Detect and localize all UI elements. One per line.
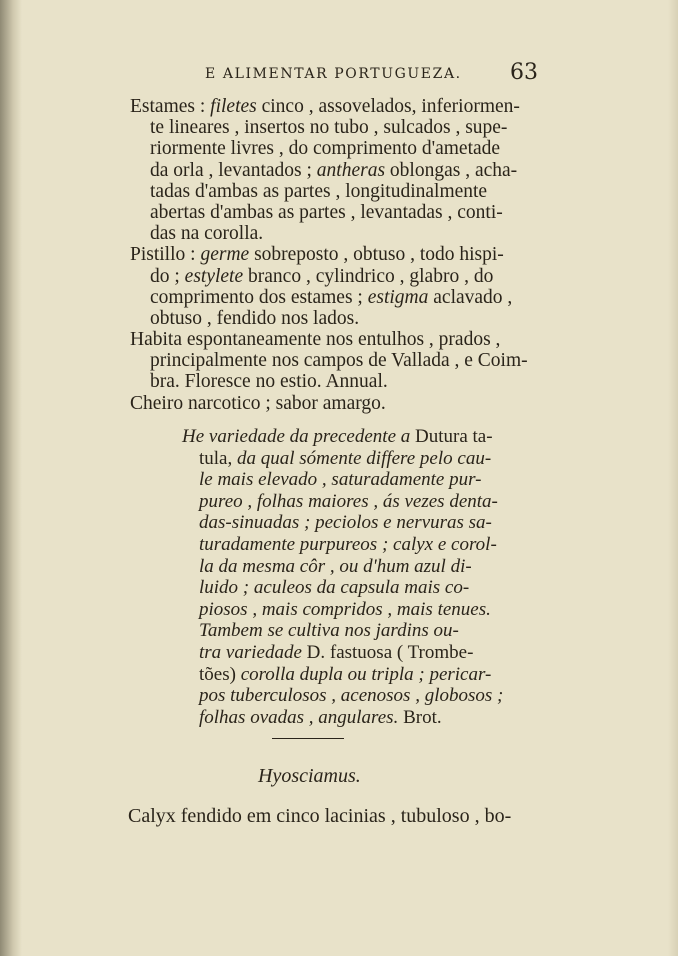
roman-text: obtuso , fendido nos lados.: [150, 307, 360, 329]
text-line: [182, 707, 542, 729]
roman-text: principalmente nos campos de Vallada , e Coim-: [150, 350, 528, 372]
italic-text: folhas ovadas , angulares.: [199, 706, 404, 728]
text-line: [182, 685, 542, 707]
italic-text: corolla dupla ou tripla ; pericar-: [240, 663, 492, 685]
italic-text: filetes: [210, 96, 257, 117]
italic-text: da qual sómente differe pelo cau-: [237, 447, 492, 469]
italic-text: la da mesma côr , ou d'hum azul di-: [199, 555, 472, 577]
text-line: [130, 96, 545, 117]
roman-text: Brot.: [403, 706, 442, 728]
roman-text: do ;: [150, 265, 185, 287]
roman-text: Estames :: [130, 96, 211, 117]
text-line: [130, 308, 545, 329]
body-text: [130, 96, 545, 414]
roman-text: sobreposto , obtuso , todo hispi-: [249, 244, 504, 266]
text-line: [182, 426, 542, 448]
text-line: [130, 160, 545, 181]
italic-text: luido ; aculeos da capsula mais co-: [199, 577, 470, 599]
text-line: [182, 642, 542, 664]
roman-text: Pistillo :: [130, 244, 201, 266]
italic-text: pos tuberculosos , acenosos , globosos ;: [199, 685, 504, 707]
roman-text: oblongas , acha-: [385, 159, 518, 181]
text-line: [182, 491, 542, 513]
roman-text: tula,: [199, 447, 237, 469]
roman-text: D. fastuosa ( Trombe-: [306, 641, 474, 663]
roman-text: branco , cylindrico , glabro , do: [243, 265, 494, 287]
text-line: [182, 556, 542, 578]
italic-text: antheras: [316, 159, 386, 181]
text-line: [130, 329, 545, 350]
text-line: [182, 620, 542, 642]
text-line: [130, 266, 545, 287]
roman-text: tadas d'ambas as partes , longitudinalmente: [150, 180, 488, 202]
text-line: [182, 664, 542, 686]
roman-text: tões): [199, 663, 241, 685]
roman-text: aclavado ,: [428, 286, 513, 308]
roman-text: riormente livres , do comprimento d'ametade: [150, 138, 501, 160]
text-line: [182, 577, 542, 599]
genus-heading: Hyosciamus.: [258, 765, 361, 787]
italic-text: tra variedade: [199, 641, 307, 663]
text-line: [182, 448, 542, 470]
text-line: [182, 512, 542, 534]
italic-text: le mais elevado , saturadamente pur-: [199, 469, 482, 491]
italic-text: estigma: [367, 286, 429, 308]
variety-note: [182, 426, 542, 728]
roman-text: Habita espontaneamente nos entulhos , prados ,: [130, 329, 501, 351]
binding-shadow: [0, 0, 22, 956]
roman-text: da orla , levantados ;: [150, 159, 317, 181]
text-line: [130, 393, 545, 414]
roman-text: Cheiro narcotico ; sabor amargo.: [130, 392, 386, 414]
roman-text: bra. Floresce no estio. Annual.: [150, 371, 388, 393]
roman-text: comprimento dos estames ;: [150, 286, 368, 308]
page-number: 63: [510, 60, 538, 85]
running-head: E ALIMENTAR PORTUGUEZA.: [205, 66, 462, 82]
text-line: [130, 350, 545, 371]
section-divider: [272, 738, 344, 739]
text-line: [130, 371, 545, 392]
roman-text: das na corolla.: [150, 223, 264, 245]
text-line: [182, 469, 542, 491]
italic-text: das-sinuadas ; peciolos e nervuras sa-: [199, 512, 492, 534]
text-line: [130, 287, 545, 308]
italic-text: He variedade da precedente a: [182, 426, 416, 447]
text-line: [130, 117, 545, 138]
page-edge: [668, 0, 678, 956]
italic-text: Tambem se cultiva nos jardins ou-: [199, 620, 459, 642]
text-line: [182, 534, 542, 556]
italic-text: estylete: [184, 265, 244, 287]
text-line: [130, 244, 545, 265]
text-line: [130, 223, 545, 244]
last-text-line: Calyx fendido em cinco lacinias , tubuloso , bo-: [128, 805, 512, 827]
roman-text: abertas d'ambas as partes , levantadas , conti-: [150, 201, 503, 223]
italic-text: pureo , folhas maiores , ás vezes denta-: [199, 490, 498, 512]
roman-text: cinco , assovelados, inferiormen-: [256, 96, 520, 117]
text-line: [130, 181, 545, 202]
italic-text: turadamente purpureos ; calyx e corol-: [199, 533, 497, 555]
italic-text: piosos , mais compridos , mais tenues.: [199, 598, 491, 620]
roman-text: Dutura ta-: [415, 426, 493, 447]
text-line: [182, 599, 542, 621]
roman-text: te lineares , insertos no tubo , sulcados , supe-: [150, 117, 508, 139]
text-line: [130, 202, 545, 223]
italic-text: germe: [200, 244, 250, 266]
text-line: [130, 138, 545, 159]
